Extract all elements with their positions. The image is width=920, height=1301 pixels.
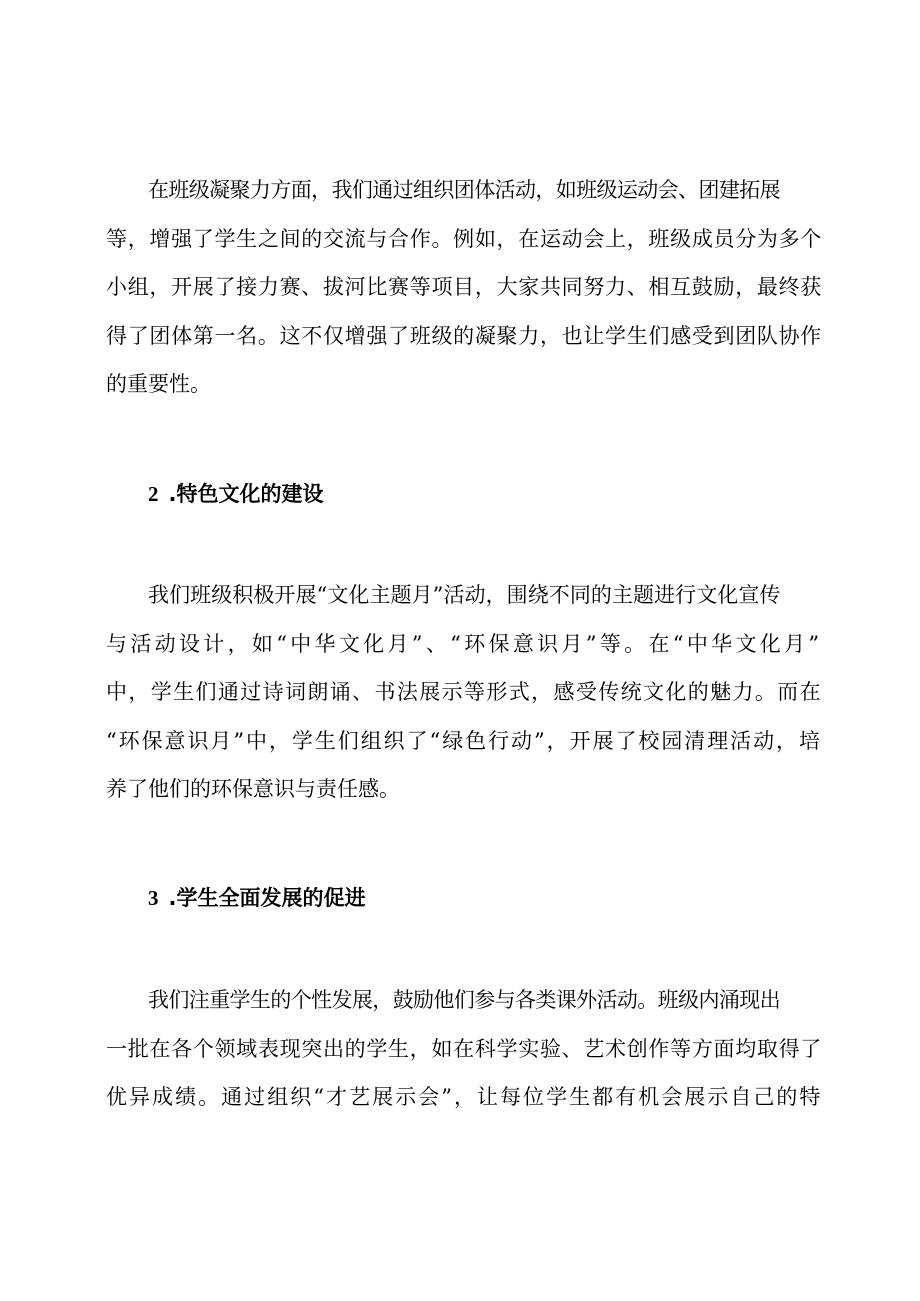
paragraph-development: [106, 976, 822, 1122]
paragraph-line: 一批在各个领域表现突出的学生，如在科学实验、艺术创作等方面均取得了: [106, 1036, 822, 1061]
paragraph-line: 小组，开展了接力赛、拔河比赛等项目，大家共同努力、相互鼓励，最终获: [106, 275, 822, 299]
paragraph-line: 得了团体第一名。这不仅增强了班级的凝聚力，也让学生们感受到团队协作: [106, 323, 822, 348]
paragraph-line: 养了他们的环保意识与责任感。: [106, 777, 400, 801]
section-heading-2: [148, 479, 323, 509]
paragraph-culture: [106, 571, 822, 814]
paragraph-line: 我们班级积极开展“文化主题月”活动，围绕不同的主题进行文化宣传: [148, 583, 781, 607]
paragraph-line: 优异成绩。通过组织“才艺展示会”，让每位学生都有机会展示自己的特: [106, 1085, 823, 1109]
paragraph-line: 我们注重学生的个性发展，鼓励他们参与各类课外活动。班级内涌现出: [148, 988, 780, 1012]
paragraph-line: 的重要性。: [106, 372, 211, 396]
section-heading-3: [148, 883, 365, 913]
paragraph-line: 与活动设计，如“中华文化月”、“环保意识月”等。在“中华文化月”: [106, 631, 823, 656]
paragraph-line: 中，学生们通过诗词朗诵、书法展示等形式，感受传统文化的魅力。而在: [106, 680, 822, 704]
section-number: 3: [148, 886, 159, 910]
section-title: .特色文化的建设: [168, 482, 324, 506]
section-number: 2: [148, 482, 159, 506]
paragraph-line: 在班级凝聚力方面，我们通过组织团体活动，如班级运动会、团建拓展: [148, 178, 780, 202]
section-title: .学生全面发展的促进: [168, 886, 366, 910]
paragraph-line: “环保意识月”中，学生们组织了“绿色行动”，开展了校园清理活动，培: [106, 728, 822, 753]
paragraph-line: 等，增强了学生之间的交流与合作。例如，在运动会上，班级成员分为多个: [106, 226, 822, 251]
paragraph-class-cohesion: [106, 166, 822, 409]
